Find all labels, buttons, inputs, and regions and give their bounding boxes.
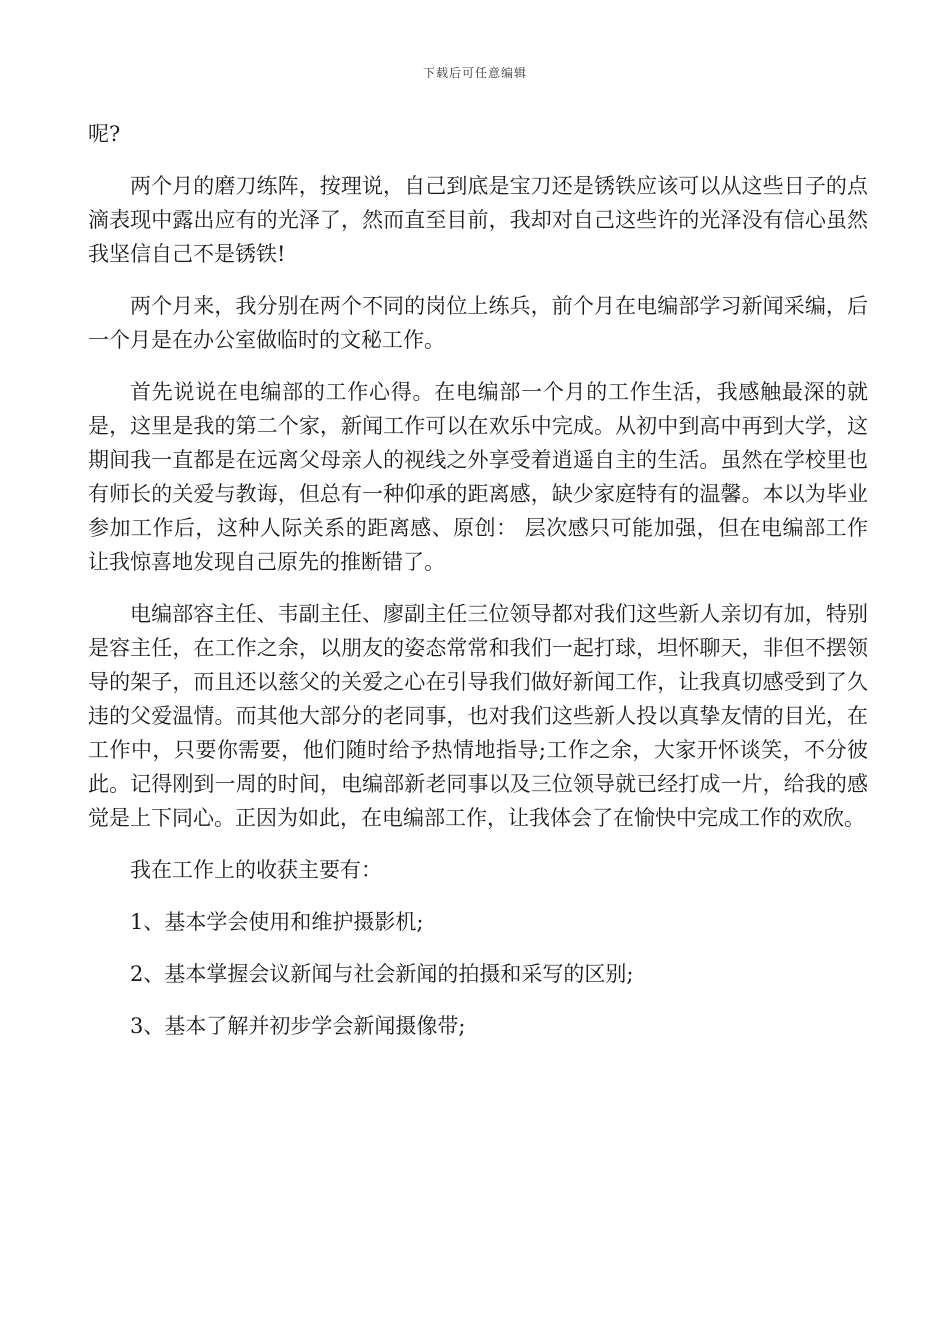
list-item: 3、基本了解并初步学会新闻摄像带; [130, 1014, 466, 1038]
paragraph-editing-dept-experience: 首先说说在电编部的工作心得。在电编部一个月的工作生活，我感触最深的就是，这里是我的第二个家，新闻工作可以在欢乐中完成。从初中到高中再到大学，这期间我一直都是在远离父母亲人的视线之外享受着逍遥自主的生活。虽然在学校里也有师长的关爱与教诲，但总有一种仰承的距离感，缺少家庭特有的温馨。本以为毕业参加工作后，这种人际关系的距离感、原创： 层次感只可能加强，但在电编部工作让我惊喜地发现自己原先的推断错了。 [88, 380, 868, 574]
paragraph-self-reflection: 两个月的磨刀练阵，按理说，自己到底是宝刀还是锈铁应该可以从这些日子的点滴表现中露出应有的光泽了，然而直至目前，我却对自己这些许的光泽没有信心虽然我坚信自己不是锈铁! [88, 174, 868, 266]
list-item: 2、基本掌握会议新闻与社会新闻的拍摄和采写的区别; [130, 962, 634, 986]
page-header-note: 下载后可任意编辑 [422, 66, 527, 80]
paragraph-continuation: 呢? [88, 122, 121, 146]
paragraph-leaders-and-colleagues: 电编部容主任、韦副主任、廖副主任三位领导都对我们这些新人亲切有加，特别是容主任，在工作之余，以朋友的姿态常常和我们一起打球，坦怀聊天，非但不摆领导的架子，而且还以慈父的关爱之心在引导我们做好新闻工作，让我真切感受到了久违的父爱温情。而其他大部分的老同事，也对我们这些新人投以真挚友情的目光，在工作中，只要你需要，他们随时给予热情地指导;工作之余，大家开怀谈笑，不分彼此。记得刚到一周的时间，电编部新老同事以及三位领导就已经打成一片，给我的感觉是上下同心。正因为如此，在电编部工作，让我体会了在愉快中完成工作的欢欣。 [88, 602, 868, 830]
document-body [88, 117, 868, 1043]
paragraph-gains-intro: 我在工作上的收获主要有： [130, 858, 382, 882]
list-item: 1、基本学会使用和维护摄影机; [130, 910, 424, 934]
paragraph-two-positions: 两个月来，我分别在两个不同的岗位上练兵，前个月在电编部学习新闻采编，后一个月是在办公室做临时的文秘工作。 [88, 294, 868, 352]
